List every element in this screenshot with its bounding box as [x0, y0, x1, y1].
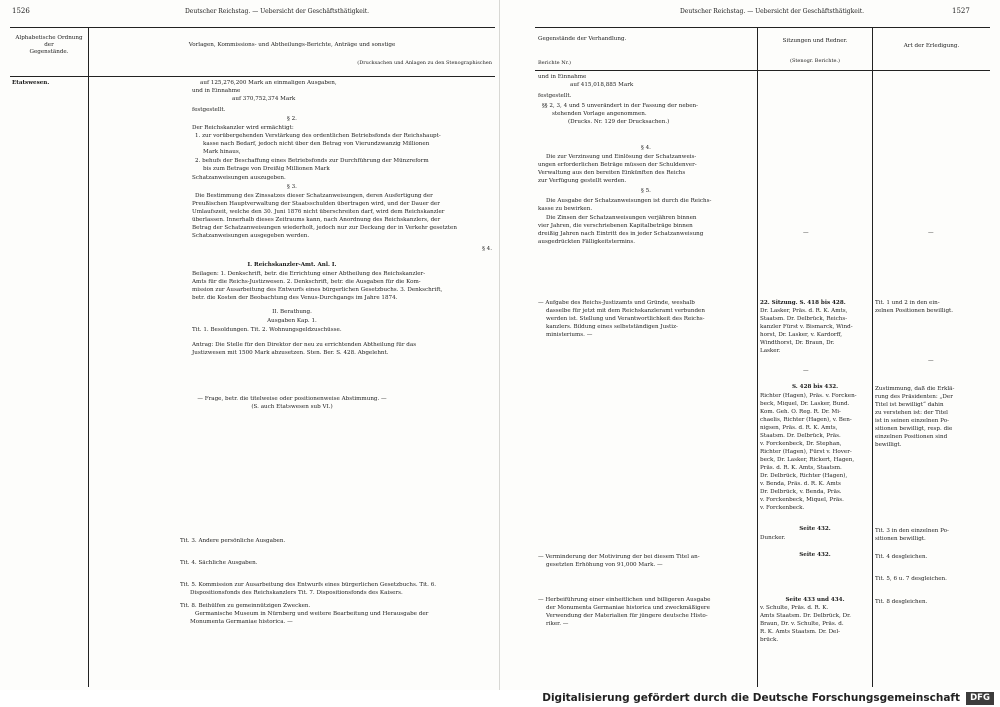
speaker-line: Windthorst, Dr. Braun, Dr. [760, 340, 835, 346]
body-line: und in Einnahme [538, 74, 587, 80]
speaker-line: Seite 432. [799, 526, 831, 532]
right-col-header-3: Art der Erledigung. [903, 43, 960, 49]
body-line: auf 370,752,374 Mark [232, 96, 296, 102]
speaker-line: brück. [760, 637, 779, 643]
topic-line: kanzlers. Bildung eines selbstständigen Justiz- [546, 324, 678, 330]
speaker-line: 22. Sitzung. S. 418 bis 428. [760, 300, 846, 306]
body-line: Die Ausgabe der Schatzanweisungen ist durch die Reichs- [546, 198, 712, 204]
body-line: stehenden Vorlage angenommen. [552, 111, 647, 117]
body-line: Amts für die Reichs-Justizwesen. 2. Denkschrift, betr. die Ausgaben für die Kom- [192, 279, 421, 285]
body-line: Preußischen Hauptverwaltung der Staatsschulden übertragen wird, und der Dauer der [192, 201, 440, 207]
body-line: §§ 2, 3, 4 und 5 unverändert in der Fassung der neben- [542, 103, 699, 109]
topic-line: ministeriums. — [546, 332, 593, 338]
body-line: Betrag der Schatzanweisungen wiederholt, jedoch nur zur Deckung der in Verkehr gesetzten [192, 225, 457, 231]
speaker-line: v. Forckenbeck, Dr. Stephan, [760, 441, 842, 447]
topic-line: dasselbe für jetzt mit dem Reichskanzleramt verbunden [546, 308, 705, 314]
left-col-header-1: Alphabetische Ordnung der Gegenstände. [15, 35, 83, 55]
dfg-logo: DFG [966, 692, 994, 705]
body-line: Justizwesen mit 1500 Mark abzusetzen. Sten. Ber. S. 428. Abgelehnt. [192, 350, 389, 356]
title-line: Tit. 4. Sächliche Ausgaben. [180, 560, 258, 566]
speaker-line: beck, Miquel, Dr. Lasker, Bund. [760, 401, 850, 407]
outcome-line: ist in seinen einzelnen Po- [875, 418, 949, 424]
left-page [0, 0, 500, 690]
body-line: kasse nach Bedarf, jedoch nicht über den Betrag von Vierundzwanzig Millionen [203, 141, 430, 147]
speaker-line: Lasker. [760, 348, 781, 354]
section-heading: § 4. [641, 145, 651, 151]
body-line: mission zur Ausarbeitung des Entwurfs eines bürgerlichen Gesetzbuchs. 3. Denkschrift, [192, 287, 443, 293]
footer-bar [0, 690, 1000, 707]
outcome-line: Tit. 5, 6 u. 7 desgleichen. [875, 576, 947, 582]
dash-mark: — [803, 230, 809, 236]
title-line: Monumenta Germaniae historica. — [190, 619, 293, 625]
dash-mark: — [803, 368, 809, 374]
body-line: festgestellt. [538, 93, 572, 99]
right-col-subheader-2: (Stenogr. Berichte.) [790, 58, 840, 64]
body-line: Tit. 1. Besoldungen. Tit. 2. Wohnungsgeldzuschüsse. [192, 327, 342, 333]
body-line: Die zur Verzinsung und Einlösung der Schatzanweis- [546, 154, 697, 160]
speaker-line: v. Forckenbeck, Miquel, Präs. [760, 497, 844, 503]
dash-mark: — [928, 358, 934, 364]
right-col-subheader-1: Berichte Nr.) [538, 60, 571, 66]
speaker-line: kanzler Fürst v. Bismarck, Wind- [760, 324, 853, 330]
body-line: Schatzanweisungen ausgegeben werden. [192, 233, 310, 239]
topic-line: Verwendung der Materialien für jüngere deutsche Histo- [546, 613, 708, 619]
chapter-heading: I. Reichskanzler-Amt. Anl. I. [247, 262, 337, 268]
outcome-line: zelnen Positionen bewilligt. [875, 308, 954, 314]
right-page-number: 1527 [952, 7, 970, 15]
title-line: Tit. 5. Kommission zur Ausarbeitung des Entwurfs eines bürgerlichen Gesetzbuchs. Tit. 6. [180, 582, 437, 588]
speaker-line: Dr. Delbrück, Richter (Hagen), [760, 473, 848, 479]
speaker-line: Staatsm. Dr. Delbrück, Präs. [760, 433, 841, 439]
speaker-line: Kom. Geh. O. Reg. R. Dr. Mi- [760, 409, 841, 415]
body-line: 2. behufs der Beschaffung eines Betriebsfonds zur Durchführung der Münzreform [195, 158, 429, 164]
left-running-head: Deutscher Reichstag. — Uebersicht der Geschäftsthätigkeit. [185, 8, 370, 15]
body-line: Antrag: Die Stelle für den Direktor der neu zu errichtenden Abtheilung für das [192, 342, 417, 348]
topic-line: gesetzten Erhöhung von 91,000 Mark. — [546, 562, 663, 568]
body-line: ausgedrückten Fälligkeitstermins. [538, 239, 635, 245]
outcome-line: Tit. 8 desgleichen. [875, 599, 928, 605]
speaker-line: S. 428 bis 432. [791, 384, 839, 390]
speaker-line: Dr. Lasker, Präs. d. R. K. Amts, [760, 308, 848, 314]
speaker-line: Dr. Delbrück, v. Benda, Präs. [760, 489, 842, 495]
title-line: Germanische Museum in Nürnberg und weitere Bearbeitung und Herausgabe der [195, 611, 429, 617]
outcome-line: einzelnen Positionen sind [875, 434, 948, 440]
outcome-line: bewilligt. [875, 442, 902, 448]
section-heading: § 3. [287, 184, 297, 190]
body-line: überlassen. Innerhalb dieses Zeitraums kann, nach Anordnung des Reichskanzlers, der [192, 217, 441, 223]
speaker-line: beck, Dr. Lasker, Rickert, Hagen, [760, 457, 855, 463]
body-line: Beilagen: 1. Denkschrift, betr. die Errichtung einer Abtheilung des Reichskanzler- [192, 271, 426, 277]
topic-line: — Aufgabe des Reichs-Justizamts und Gründe, weshalb [538, 300, 695, 306]
funding-credit: Digitalisierung gefördert durch die Deutsche Forschungsgemeinschaft [542, 692, 960, 704]
outcome-line: sitionen bewilligt. [875, 536, 926, 542]
speaker-line: Seite 432. [799, 552, 831, 558]
body-line: kasse zu bewirken. [538, 206, 593, 212]
topic-line: — Herbeiführung einer einheitlichen und billigeren Ausgabe [538, 597, 711, 603]
section-heading: Ausgaben Kap. 1. [267, 318, 317, 324]
body-line: betr. die Kosten der Beobachtung des Venus-Durchgangs im Jahre 1874. [192, 295, 398, 301]
title-line: Dispositionsfonds des Reichskanzlers Tit. 7. Dispositionsfonds des Kaisers. [190, 590, 403, 596]
speaker-line: v. Benda, Präs. d. R. K. Amts [760, 481, 841, 487]
topic-line: — Verminderung der Motivirung der bei diesem Titel an- [538, 554, 700, 560]
speaker-line: Amts Staatsm. Dr. Delbrück, Dr. [760, 613, 851, 619]
section-heading: § 4. [482, 246, 492, 252]
left-col-subheader-2: (Drucksachen und Anlagen zu den Stenographischen [357, 60, 492, 66]
speaker-line: Braun, Dr. v. Schulte, Präs. d. [760, 621, 844, 627]
right-col-header-1: Gegenstände der Verhandlung. [538, 36, 627, 42]
body-line: auf 125,276,200 Mark an einmaligen Ausgaben, [200, 80, 337, 86]
body-line: dreißig Jahren nach Eintritt des in jeder Schatzanweisung [538, 231, 704, 237]
section-heading: § 5. [641, 188, 651, 194]
body-line: bis zum Betrage von Dreißig Millionen Mark [203, 166, 330, 172]
body-line: 1. zur vorübergehenden Verstärkung des ordentlichen Betriebsfonds der Reichshaupt- [195, 133, 441, 139]
outcome-line: sitionen bewilligt, resp. die [875, 426, 953, 432]
speaker-line: Präs. d. R. K. Amts, Staatsm. [760, 465, 842, 471]
topic-line: werden ist. Stellung und Verantwortlichkeit des Reichs- [546, 316, 705, 322]
title-line: Tit. 8. Beihülfen zu gemeinnützigen Zwecken. [180, 603, 311, 609]
body-line: und in Einnahme [192, 88, 241, 94]
speaker-line: horst, Dr. Lasker, v. Kardorff, [760, 332, 843, 338]
speaker-line: R. K. Amts Staatsm. Dr. Del- [760, 629, 841, 635]
speaker-line: Richter (Hagen), Präs. v. Forcken- [760, 393, 857, 399]
section-heading: II. Berathung. [272, 309, 312, 315]
body-line: Schatzanweisungen auszugeben. [192, 175, 286, 181]
title-line: Tit. 3. Andere persönliche Ausgaben. [180, 538, 286, 544]
speaker-line: nigsen, Präs. d. R. K. Amts, [760, 425, 838, 431]
body-line: Umlaufszeit, welche den 30. Juni 1876 nicht überschreiten darf, wird dem Reichskanzler [192, 209, 445, 215]
left-page-number: 1526 [12, 7, 30, 15]
outcome-line: zu verstehen ist: der Titel [875, 410, 948, 416]
speaker-line: Seite 433 und 434. [785, 597, 845, 603]
speaker-line: Richter (Hagen), Fürst v. Hover- [760, 449, 852, 455]
speaker-line: Staatsm. Dr. Delbrück, Reichs- [760, 316, 848, 322]
right-running-head: Deutscher Reichstag. — Uebersicht der Geschäftsthätigkeit. [680, 8, 865, 15]
body-line: — Frage, betr. die titelweise oder positionenweise Abstimmung. — [197, 396, 387, 402]
left-col-header-2: Vorlagen, Kommissions- und Abtheilungs-Berichte, Anträge und sonstige [188, 42, 396, 48]
body-line: ungen erforderlichen Beträge müssen der Schuldenver- [538, 162, 697, 168]
body-line: Die Bestimmung des Zinssatzes dieser Schatzanweisungen, deren Ausfertigung der [195, 193, 433, 199]
body-line: vier Jahren, die verschriebenen Kapitalbeträge binnen [538, 223, 693, 229]
body-line: (S. auch Etatswesen sub VI.) [251, 404, 333, 410]
right-col-header-2: Sitzungen und Redner. [782, 38, 848, 44]
outcome-line: Tit. 3 in den einzelnen Po- [875, 528, 949, 534]
topic-line: riker. — [546, 621, 569, 627]
body-line: (Drucks. Nr. 129 der Drucksachen.) [568, 119, 670, 125]
outcome-line: Tit. 1 und 2 in den ein- [875, 300, 940, 306]
speaker-line: v. Forckenbeck. [760, 505, 805, 511]
body-line: Mark hinaus, [203, 149, 241, 155]
speaker-line: chaelis, Richter (Hagen), v. Ben- [760, 417, 852, 423]
outcome-line: Tit. 4 desgleichen. [875, 554, 928, 560]
body-line: Verwaltung aus den bereiten Einkünften des Reichs [538, 170, 686, 176]
outcome-line: rung des Präsidenten: „Der [875, 394, 953, 400]
speaker-line: v. Schulte, Präs. d. R. K. [760, 605, 829, 611]
right-page [500, 0, 1000, 690]
body-line: auf 415,018,885 Mark [570, 82, 634, 88]
topic-line: der Monumenta Germaniae historica und zweckmäßigere [546, 605, 710, 611]
body-line: zur Verfügung gestellt werden. [538, 178, 627, 184]
outcome-line: Zustimmung, daß die Erklä- [875, 386, 955, 392]
body-line: festgestellt. [192, 107, 226, 113]
section-heading: § 2. [287, 116, 297, 122]
body-line: Die Zinsen der Schatzanweisungen verjähren binnen [546, 215, 697, 221]
dash-mark: — [928, 230, 934, 236]
outcome-line: Titel ist bewilligt“ dahin [875, 402, 944, 408]
margin-entry-etatswesen: Etatswesen. [12, 80, 50, 86]
body-line: Der Reichskanzler wird ermächtigt: [192, 125, 294, 131]
speaker-line: Duncker. [760, 535, 786, 541]
